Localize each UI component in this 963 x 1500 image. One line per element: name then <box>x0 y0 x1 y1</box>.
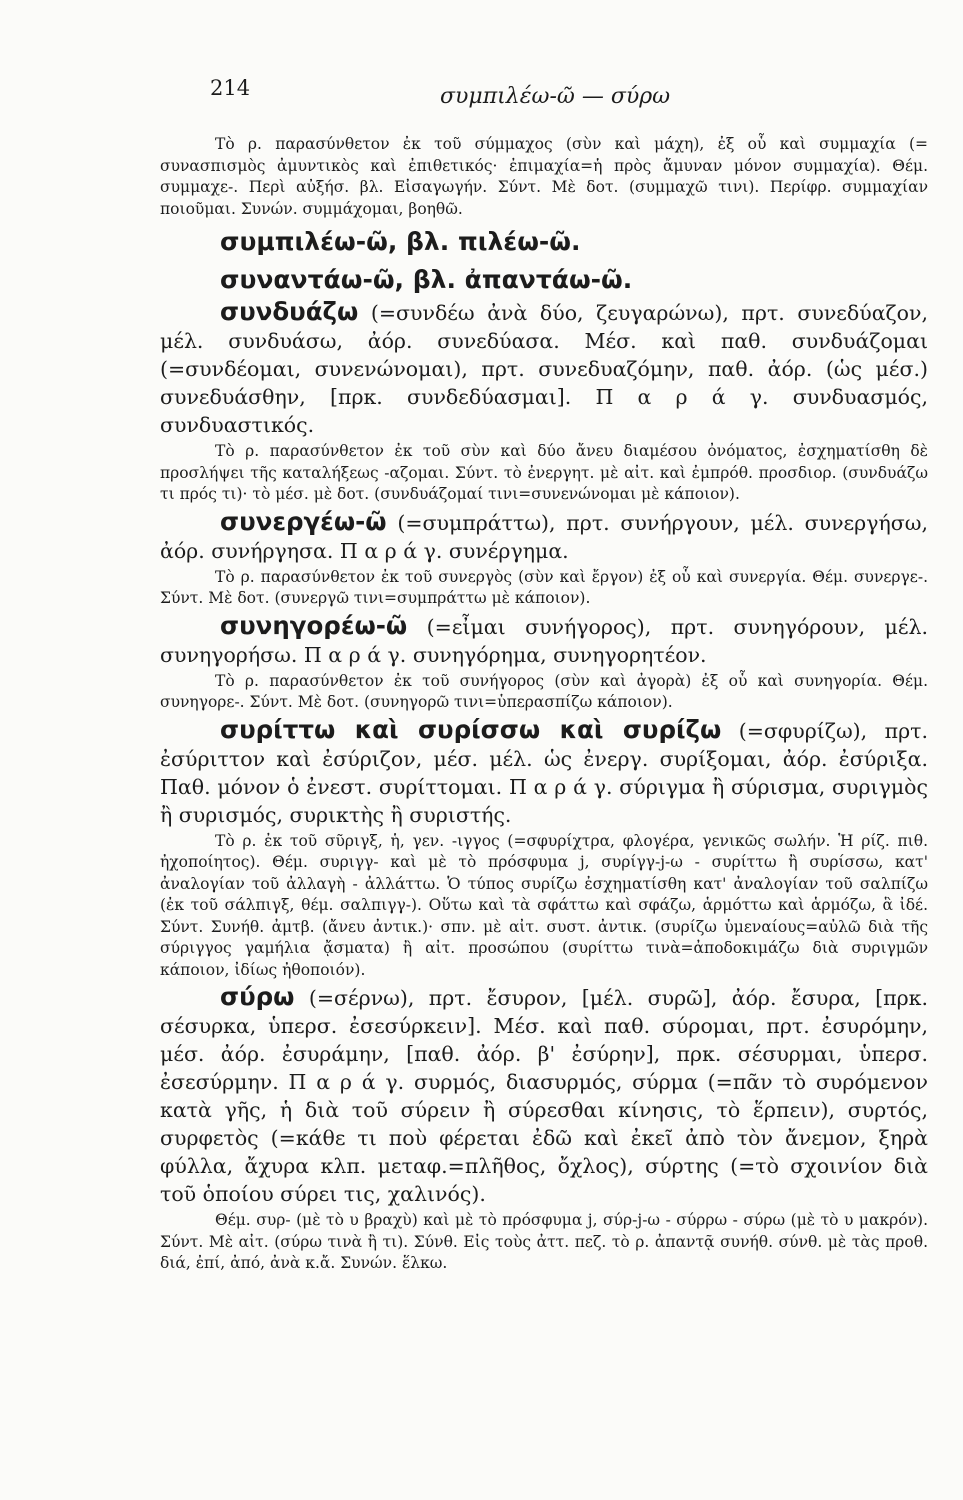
headword: συνηγορέω-ῶ <box>220 610 408 640</box>
dictionary-body <box>160 132 928 1275</box>
headword-entry <box>160 716 928 829</box>
etymology-note: Τὸ ρ. παρασύνθετον ἐκ τοῦ συνήγορος (σὺν καὶ ἀγορὰ) ἐξ οὗ καὶ συνηγορία. Θέμ. συνηγορε-. Σύντ. Μὲ δοτ. (συνηγορῶ τινι=ὑπερασπίζω κάποιον). <box>160 671 928 711</box>
grammar-text: (=σφυρίζω), πρτ. ἐσύριττον καὶ ἐσύριζον, μέσ. μέλ. ὡς ἐνεργ. συρίξομαι, ἀόρ. ἐσύριξα. Παθ. μόνον ὁ ἐνεστ. συρίττομαι. Π α ρ ά γ. σύριγμα ἢ σύρισμα, συριγμὸς ἢ συρισμός, συρικτὴς ἢ συριστής. <box>160 718 928 827</box>
headword: συρίττω καὶ συρίσσω καὶ συρίζω <box>220 714 722 744</box>
etymology-note: Τὸ ρ. παρασύνθετον ἐκ τοῦ σύμμαχος (σὺν καὶ μάχη), ἐξ οὗ καὶ συμμαχία (= συνασπισμὸς ἀμυντικὸς καὶ ἐπιθετικός· ἐπιμαχία=ἡ πρὸς ἄμυναν μόνον συμμαχία). Θέμ. συμμαχε-. Περὶ αὐξήσ. βλ. Εἰσαγωγήν. Σύντ. Μὲ δοτ. (συμμαχῶ τινι). Περίφρ. συμμαχίαν ποιοῦμαι. Συνών. συμμάχομαι, βοηθῶ. <box>160 135 928 218</box>
grammar-text: (=συμπράττω), πρτ. συνήργουν, μέλ. συνεργήσω, ἀόρ. συνήργησα. Π α ρ ά γ. συνέργημα. <box>160 510 928 563</box>
grammar-text: (=εἶμαι συνήγορος), πρτ. συνηγόρουν, μέλ. συνηγορήσω. Π α ρ ά γ. συνηγόρημα, συνηγορητέον. <box>160 614 928 667</box>
headword: σύρω <box>220 982 295 1011</box>
etymology-note: Τὸ ρ. παρασύνθετον ἐκ τοῦ σὺν καὶ δύο ἄνευ διαμέσου ὀνόματος, ἐσχηματίσθη δὲ προσλήψει τῆς καταλήξεως -αζομαι. Σύντ. τὸ ἐνεργητ. μὲ αἰτ. καὶ ἐμπρόθ. προσδιορ. (συνδυάζω τι πρός τι)· τὸ μέσ. μὲ δοτ. (συνδυάζομαί τινι=συνενώνομαι μὲ κάποιον). <box>160 442 928 503</box>
etymology-note: Τὸ ρ. ἐκ τοῦ σῦριγξ, ἡ, γεν. -ιγγος (=σφυρίχτρα, φλογέρα, γενικῶς σωλήν. Ἡ ρίζ. πιθ. ἠχοποίητος). Θέμ. συριγγ- καὶ μὲ τὸ πρόσφυμα j, συρίγγ-j-ω - συρίττω ἢ συρίσσω, κατ' ἀναλογίαν τοῦ ἀλλαγὴ - ἀλλάττω. Ὁ τύπος συρίζω ἐσχηματίσθη κατ' ἀναλογίαν τοῦ σαλπίζω (ἐκ τοῦ σάλπιγξ, θέμ. σαλπιγγ-). Οὕτω καὶ τὰ σφάττω καὶ σφάζω, ἁρμόττω καὶ ἁρμόζω, ἃ ἰδέ. Σύντ. Συνήθ. ἀμτβ. (ἄνευ ἀντικ.)· σπν. μὲ αἰτ. συστ. ἀντικ. (συρίζω ὑμεναίους=αὐλῶ διὰ τῆς σύριγγος γαμήλια ᾄσματα) ἢ αἰτ. προσώπου (συρίττω τινὰ=ἀποδοκιμάζω διὰ συριγμῶν κάποιον, ἰδίως ἠθοποιόν). <box>160 831 928 979</box>
running-head: συμπιλέω-ῶ — σύρω <box>440 84 671 109</box>
grammar-text: (=συνδέω ἀνὰ δύο, ζευγαρώνω), πρτ. συνεδύαζον, μέλ. συνδυάσω, ἀόρ. συνεδύασα. Μέσ. καὶ παθ. συνδυάζομαι (=συνδέομαι, συνενώνομαι), πρτ. συνεδυαζόμην, παθ. ἀόρ. (ὡς μέσ.) συνεδυάσθην, [πρκ. συνδεδύασμαι]. Π α ρ ά γ. συνδυασμός, συνδυαστικός. <box>160 301 928 437</box>
page-number: 214 <box>210 76 251 100</box>
headword-entry <box>160 508 928 565</box>
headword: συνεργέω-ῶ <box>220 506 387 536</box>
headword: συνδυάζω <box>220 297 359 326</box>
etymology-note: Θέμ. συρ- (μὲ τὸ υ βραχὺ) καὶ μὲ τὸ πρόσφυμα j, σύρ-j-ω - σύρρω - σύρω (μὲ τὸ υ μακρόν). Σύντ. Μὲ αἰτ. (σύρω τινὰ ἢ τι). Σύνθ. Εἰς τοὺς ἀττ. πεζ. τὸ ρ. ἀπαντᾷ συνήθ. σύνθ. μὲ τὰς προθ. διά, ἐπί, ἀπό, ἀνὰ κ.ἄ. Συνών. ἕλκω. <box>160 1211 928 1272</box>
etymology-note: Τὸ ρ. παρασύνθετον ἐκ τοῦ συνεργὸς (σὺν καὶ ἔργον) ἐξ οὗ καὶ συνεργία. Θέμ. συνεργε-. Σύντ. Μὲ δοτ. (συνεργῶ τινι=συμπράττω μὲ κάποιον). <box>160 567 928 607</box>
grammar-text: (=σέρνω), πρτ. ἔσυρον, [μέλ. συρῶ], ἀόρ. ἔσυρα, [πρκ. σέσυρκα, ὑπερσ. ἐσεσύρκειν]. Μέσ. καὶ παθ. σύρομαι, πρτ. ἐσυρόμην, μέσ. ἀόρ. ἐσυράμην, [παθ. ἀόρ. β' ἐσύρην], πρκ. σέσυρμαι, ὑπερσ. ἐσεσύρμην. Π α ρ ά γ. συρμός, διασυρμός, σύρμα (=πᾶν τὸ συρόμενον κατὰ γῆς, ἡ διὰ τοῦ σύρειν ἢ σύρεσθαι κίνησις, τὸ ἕρπειν), συρτός, συρφετὸς (=κάθε τι ποὺ φέρεται ἐδῶ καὶ ἐκεῖ ἀπὸ τὸν ἄνεμον, ξηρὰ φύλλα, ἄχυρα κλπ. μεταφ.=πλῆθος, ὄχλος), σύρτης (=τὸ σχοινίον διὰ τοῦ ὁποίου σύρει τις, χαλινός). <box>160 986 928 1206</box>
headword-entry <box>160 612 928 669</box>
cross-reference-entry: συμπιλέω-ῶ, βλ. πιλέω-ῶ. <box>220 227 581 256</box>
cross-reference-entry: συναντάω-ῶ, βλ. ἀπαντάω-ῶ. <box>220 265 633 294</box>
headword-entry <box>160 983 928 1208</box>
page-header <box>0 70 963 110</box>
headword-entry <box>160 298 928 439</box>
